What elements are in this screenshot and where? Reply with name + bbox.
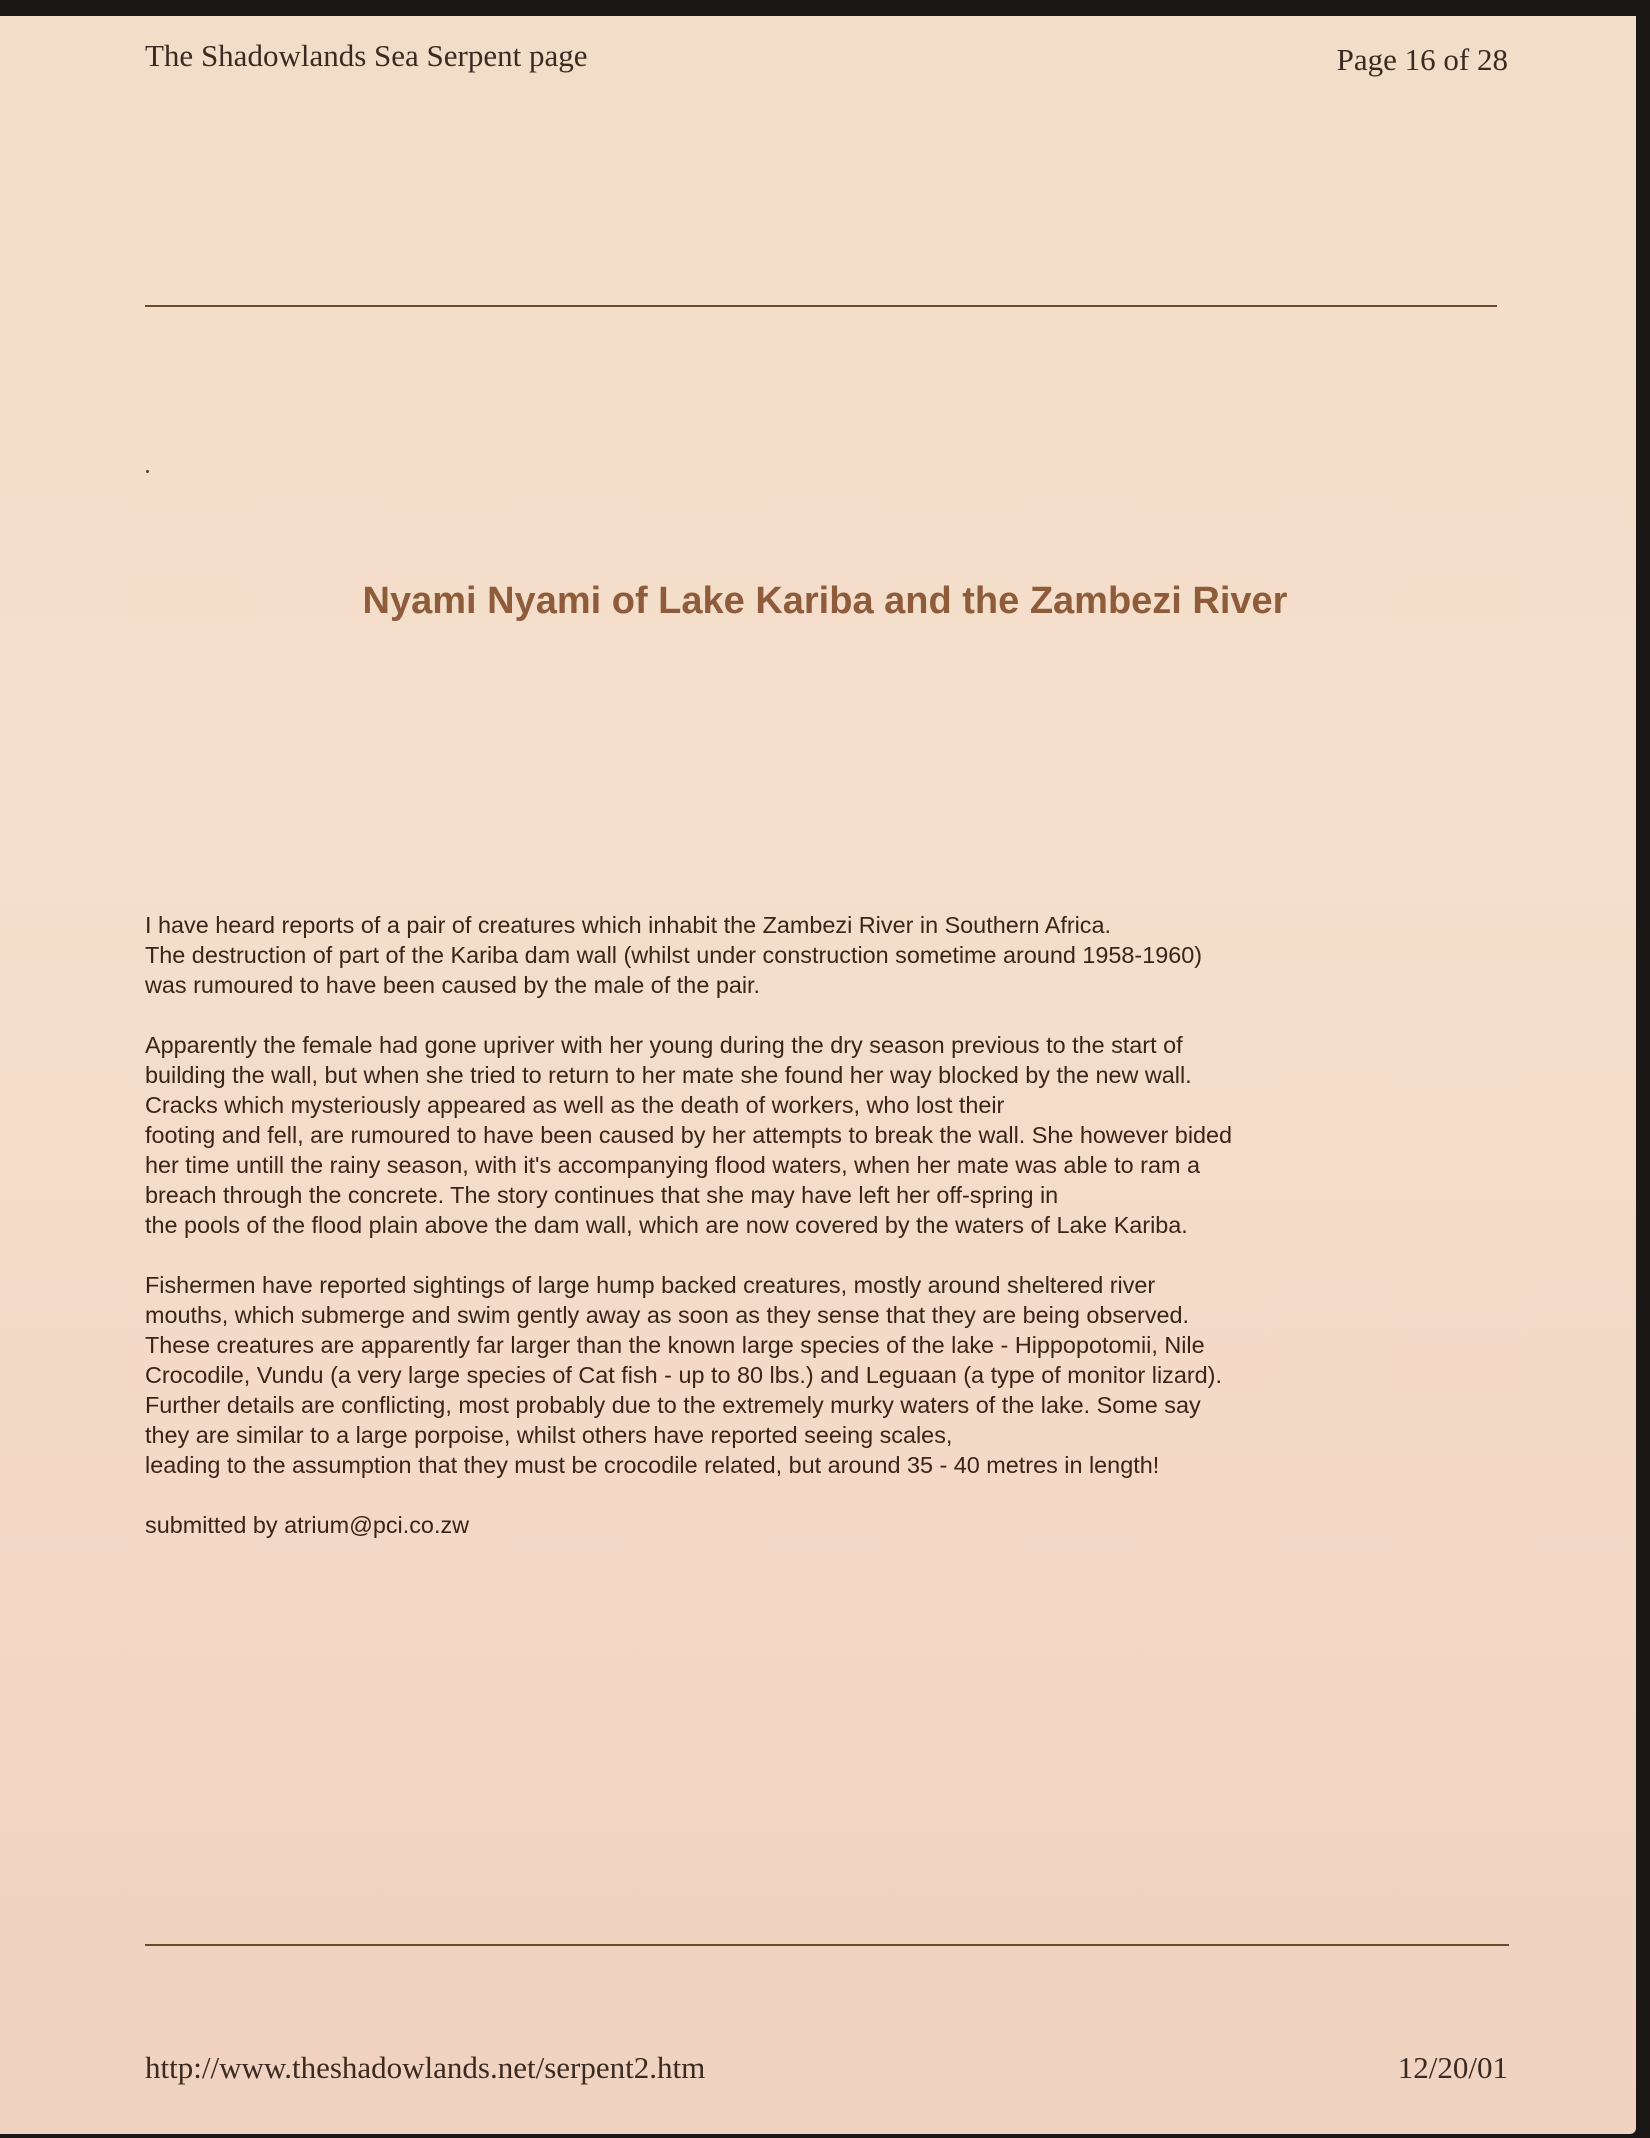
paragraph-line: breach through the concrete. The story continues that she may have left her off-spring in xyxy=(145,1182,1059,1208)
paragraph-line: Crocodile, Vundu (a very large species of Cat fish - up to 80 lbs.) and Leguaan (a type of monitor lizard). xyxy=(145,1362,1222,1388)
footer-divider xyxy=(145,1944,1509,1946)
paragraph-line: mouths, which submerge and swim gently away as soon as they sense that they are being observed. xyxy=(145,1302,1190,1328)
paragraph-2 xyxy=(145,1030,1535,1240)
paragraph-line: building the wall, but when she tried to return to her mate she found her way blocked by the new wall. xyxy=(145,1062,1192,1088)
paragraph-line: Apparently the female had gone upriver with her young during the dry season previous to the start of xyxy=(145,1032,1183,1058)
paragraph-line: they are similar to a large porpoise, whilst others have reported seeing scales, xyxy=(145,1422,953,1448)
paragraph-line: the pools of the flood plain above the dam wall, which are now covered by the waters of Lake Kariba. xyxy=(145,1212,1188,1238)
paragraph-line: I have heard reports of a pair of creatures which inhabit the Zambezi River in Southern Africa. xyxy=(145,912,1112,938)
paragraph-line: her time untill the rainy season, with it's accompanying flood waters, when her mate was able to ram a xyxy=(145,1152,1200,1178)
paragraph-line: footing and fell, are rumoured to have been caused by her attempts to break the wall. She however bided xyxy=(145,1122,1233,1148)
footer-url: http://www.theshadowlands.net/serpent2.htm xyxy=(145,2050,706,2085)
header-site-title: The Shadowlands Sea Serpent page xyxy=(145,38,588,73)
paragraph-line: Further details are conflicting, most probably due to the extremely murky waters of the lake. Some say xyxy=(145,1392,1201,1418)
article-title: Nyami Nyami of Lake Kariba and the Zambezi River xyxy=(362,580,1288,622)
header-page-number: Page 16 of 28 xyxy=(1336,42,1508,77)
header-divider xyxy=(145,305,1497,307)
paragraph-line: These creatures are apparently far larger than the known large species of the lake - Hippopotomii, Nile xyxy=(145,1332,1205,1358)
paragraph-line: Cracks which mysteriously appeared as well as the death of workers, who lost their xyxy=(145,1092,1005,1118)
paragraph-line: Fishermen have reported sightings of large hump backed creatures, mostly around sheltered river xyxy=(145,1272,1156,1298)
paragraph-line: was rumoured to have been caused by the male of the pair. xyxy=(145,972,761,998)
paragraph-3 xyxy=(145,1270,1535,1480)
stray-dot xyxy=(146,470,149,473)
paragraph-line: leading to the assumption that they must be crocodile related, but around 35 - 40 metres in length! xyxy=(145,1452,1160,1478)
footer-date: 12/20/01 xyxy=(1397,2050,1508,2085)
paragraph-line: The destruction of part of the Kariba dam wall (whilst under construction sometime around 1958-1960) xyxy=(145,942,1203,968)
paragraph-1 xyxy=(145,910,1535,1000)
submitted-by: submitted by atrium@pci.co.zw xyxy=(145,1512,470,1538)
article-body xyxy=(145,910,1535,1540)
